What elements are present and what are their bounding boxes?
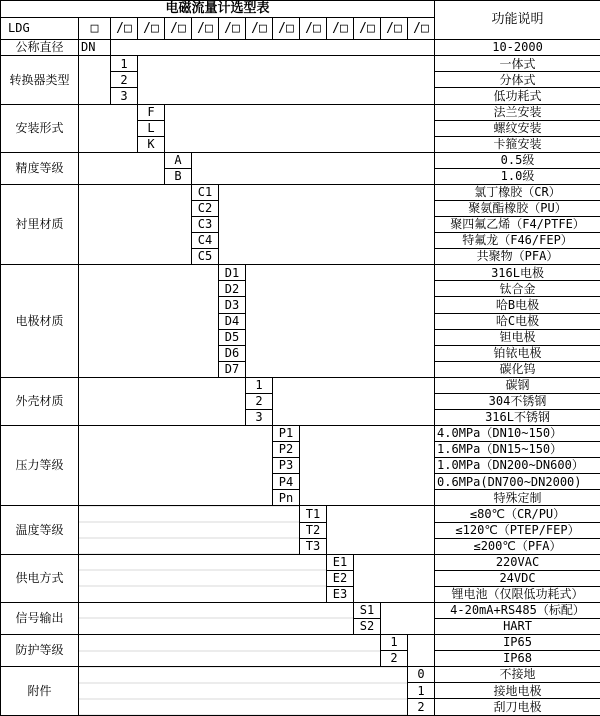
description-cell: 共聚物（PFA） <box>435 249 600 265</box>
description-cell: 1.6MPa（DN15~150） <box>435 442 600 458</box>
filler-cell <box>381 602 435 634</box>
description-cell: 氯丁橡胶（CR） <box>435 184 600 200</box>
code-cell: Pn <box>273 490 300 506</box>
category-label: 公称直径 <box>1 40 79 56</box>
description-cell: 0.5级 <box>435 152 600 168</box>
code-cell: 0 <box>408 667 435 683</box>
code-cell: D5 <box>219 329 246 345</box>
model-code-box: /□ <box>219 18 246 40</box>
description-cell: 钛合金 <box>435 281 600 297</box>
table-row <box>1 1 600 18</box>
description-cell: 4-20mA+RS485（标配） <box>435 602 600 618</box>
code-cell: D1 <box>219 265 246 281</box>
model-code-box: /□ <box>111 18 138 40</box>
code-cell: K <box>138 136 165 152</box>
category-label: 外壳材质 <box>1 377 79 425</box>
code-cell: 2 <box>408 699 435 716</box>
filler-cell <box>79 56 111 104</box>
code-cell: 3 <box>111 88 138 104</box>
model-code-box: /□ <box>408 18 435 40</box>
description-cell: 1.0级 <box>435 168 600 184</box>
description-cell: ≤120℃（PTEP/FEP） <box>435 522 600 538</box>
code-cell: T2 <box>300 522 327 538</box>
table-row <box>1 56 600 72</box>
selection-table-body <box>1 1 600 716</box>
description-cell: ≤80℃（CR/PU） <box>435 506 600 522</box>
code-cell: 1 <box>381 635 408 651</box>
model-code-box: /□ <box>273 18 300 40</box>
description-cell: 碳化钨 <box>435 361 600 377</box>
model-code-box: □ <box>79 18 111 40</box>
description-cell: 铂铱电极 <box>435 345 600 361</box>
code-cell: D4 <box>219 313 246 329</box>
code-cell: S2 <box>354 619 381 635</box>
table-row <box>1 152 600 168</box>
description-cell: 哈C电极 <box>435 313 600 329</box>
filler-cell <box>79 377 246 425</box>
code-cell: T1 <box>300 506 327 522</box>
code-cell: S1 <box>354 602 381 618</box>
table-row <box>1 265 600 281</box>
category-label: 电极材质 <box>1 265 79 378</box>
model-code-box: /□ <box>138 18 165 40</box>
table-row <box>1 554 600 570</box>
code-cell: DN <box>79 40 111 56</box>
function-description-header: 功能说明 <box>435 1 600 40</box>
description-cell: 接地电极 <box>435 683 600 699</box>
code-cell: 1 <box>246 377 273 393</box>
category-label: 压力等级 <box>1 426 79 506</box>
filler-cell <box>79 184 192 264</box>
description-cell: 24VDC <box>435 570 600 586</box>
description-cell: 聚氨酯橡胶（PU） <box>435 200 600 216</box>
description-cell: 0.6MPa(DN700~DN2000) <box>435 474 600 490</box>
code-cell: D6 <box>219 345 246 361</box>
table-row <box>1 377 600 393</box>
filler-cell <box>165 104 435 152</box>
code-cell: C4 <box>192 233 219 249</box>
model-code-box: /□ <box>192 18 219 40</box>
filler-cell <box>219 184 435 264</box>
code-cell: P1 <box>273 426 300 442</box>
table-row <box>1 40 600 56</box>
code-cell: C3 <box>192 217 219 233</box>
filler-cell <box>408 635 435 667</box>
filler-cell <box>79 602 354 634</box>
code-cell: D2 <box>219 281 246 297</box>
model-code-box: /□ <box>354 18 381 40</box>
category-label: 转换器类型 <box>1 56 79 104</box>
description-cell: ≤200℃（PFA） <box>435 538 600 554</box>
category-label: 安装形式 <box>1 104 79 152</box>
filler-cell <box>300 426 435 506</box>
category-label: 附件 <box>1 667 79 716</box>
category-label: 信号输出 <box>1 602 79 634</box>
category-label: 温度等级 <box>1 506 79 554</box>
filler-cell <box>79 635 381 667</box>
description-cell: 低功耗式 <box>435 88 600 104</box>
description-cell: HART <box>435 619 600 635</box>
table-row <box>1 426 600 442</box>
code-cell: C1 <box>192 184 219 200</box>
code-cell: C5 <box>192 249 219 265</box>
code-cell: B <box>165 168 192 184</box>
table-row <box>1 635 600 651</box>
description-cell: 304不锈钢 <box>435 393 600 409</box>
description-cell: 螺纹安装 <box>435 120 600 136</box>
code-cell: P4 <box>273 474 300 490</box>
code-cell: 2 <box>111 72 138 88</box>
description-cell: 卡箍安装 <box>435 136 600 152</box>
filler-cell <box>327 506 435 554</box>
model-code-box: /□ <box>327 18 354 40</box>
model-code-box: /□ <box>165 18 192 40</box>
code-cell: A <box>165 152 192 168</box>
filler-cell <box>79 104 138 152</box>
category-label: 精度等级 <box>1 152 79 184</box>
description-cell: 220VAC <box>435 554 600 570</box>
filler-cell <box>79 265 219 378</box>
code-cell: F <box>138 104 165 120</box>
description-cell: 1.0MPa（DN200~DN600） <box>435 458 600 474</box>
description-cell: 特殊定制 <box>435 490 600 506</box>
code-cell: 2 <box>246 393 273 409</box>
code-cell: C2 <box>192 200 219 216</box>
description-cell: 聚四氟乙烯（F4/PTFE） <box>435 217 600 233</box>
filler-cell <box>79 667 408 716</box>
code-cell: 1 <box>111 56 138 72</box>
code-cell: P2 <box>273 442 300 458</box>
code-cell: P3 <box>273 458 300 474</box>
description-cell: IP68 <box>435 651 600 667</box>
description-cell: 分体式 <box>435 72 600 88</box>
category-label: 衬里材质 <box>1 184 79 264</box>
table-row <box>1 602 600 618</box>
description-cell: 哈B电极 <box>435 297 600 313</box>
description-cell: 碳钢 <box>435 377 600 393</box>
table-row <box>1 667 600 683</box>
model-prefix: LDG <box>1 18 79 40</box>
code-cell: E3 <box>327 586 354 602</box>
code-cell: E2 <box>327 570 354 586</box>
page-title: 电磁流量计选型表 <box>1 1 435 18</box>
filler-cell <box>192 152 435 184</box>
code-cell: D7 <box>219 361 246 377</box>
code-cell: 1 <box>408 683 435 699</box>
model-code-box: /□ <box>381 18 408 40</box>
table-row <box>1 506 600 522</box>
filler-cell <box>354 554 435 602</box>
description-cell: 不接地 <box>435 667 600 683</box>
description-cell: 10-2000 <box>435 40 600 56</box>
description-cell: 锂电池（仅限低功耗式） <box>435 586 600 602</box>
code-cell: L <box>138 120 165 136</box>
filler-cell <box>79 554 327 602</box>
description-cell: 法兰安装 <box>435 104 600 120</box>
description-cell: 316L电极 <box>435 265 600 281</box>
filler-cell <box>138 56 435 104</box>
category-label: 防护等级 <box>1 635 79 667</box>
description-cell: 特氟龙（F46/FEP） <box>435 233 600 249</box>
category-label: 供电方式 <box>1 554 79 602</box>
description-cell: 刮刀电极 <box>435 699 600 716</box>
filler-cell <box>79 426 273 506</box>
table-row <box>1 104 600 120</box>
description-cell: 316L不锈钢 <box>435 410 600 426</box>
filler-cell <box>273 377 435 425</box>
description-cell: 4.0MPa（DN10~150） <box>435 426 600 442</box>
description-cell: 一体式 <box>435 56 600 72</box>
filler-cell <box>79 152 165 184</box>
code-cell: 3 <box>246 410 273 426</box>
description-cell: IP65 <box>435 635 600 651</box>
code-cell: D3 <box>219 297 246 313</box>
code-cell: 2 <box>381 651 408 667</box>
model-code-box: /□ <box>246 18 273 40</box>
filler-cell <box>111 40 435 56</box>
model-code-box: /□ <box>300 18 327 40</box>
code-cell: E1 <box>327 554 354 570</box>
filler-cell <box>246 265 435 378</box>
code-cell: T3 <box>300 538 327 554</box>
description-cell: 钽电极 <box>435 329 600 345</box>
filler-cell <box>79 506 300 554</box>
table-row <box>1 184 600 200</box>
